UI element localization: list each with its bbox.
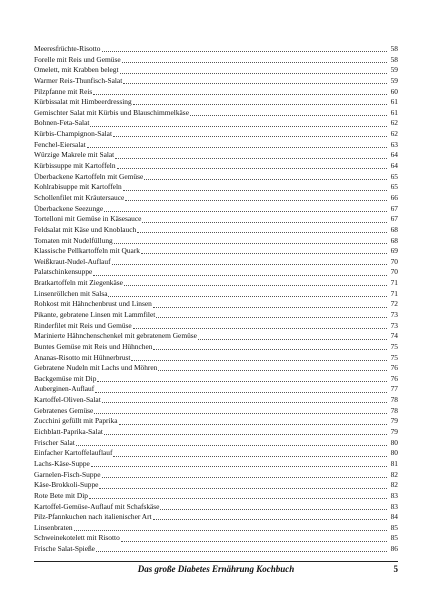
toc-entry-page: 82 xyxy=(390,480,398,490)
toc-entry xyxy=(34,65,398,76)
toc-entry-title: Gebratene Nudeln mit Lachs und Möhren xyxy=(34,363,158,373)
toc-entry xyxy=(34,331,398,342)
toc-entry-title: Linsenröllchen mit Salsa xyxy=(34,288,108,298)
toc-entry-page: 59 xyxy=(390,65,398,75)
toc-entry-page: 84 xyxy=(390,512,398,522)
dot-leader xyxy=(198,339,387,340)
dot-leader xyxy=(144,179,387,180)
toc-entry xyxy=(34,204,398,215)
toc-entry-page: 65 xyxy=(390,171,398,181)
dot-leader xyxy=(122,62,387,63)
toc-entry-page: 82 xyxy=(390,469,398,479)
toc-entry xyxy=(34,193,398,204)
dot-leader xyxy=(89,498,387,499)
toc-entry xyxy=(34,502,398,513)
dot-leader xyxy=(153,349,387,350)
toc-entry-title: Auberginen-Auflauf xyxy=(34,384,95,394)
toc-entry xyxy=(34,44,398,55)
dot-leader xyxy=(93,94,387,95)
toc-entry xyxy=(34,459,398,470)
toc-entry xyxy=(34,236,398,247)
toc-entry xyxy=(34,76,398,87)
toc-entry-page: 78 xyxy=(390,405,398,415)
toc-entry xyxy=(34,214,398,225)
toc-entry-title: Kürbissuppe mit Kartoffeln xyxy=(34,161,116,171)
dot-leader xyxy=(123,190,387,191)
toc-entry-title: Ananas-Risotto mit Hühnerbrust xyxy=(34,352,131,362)
toc-entry xyxy=(34,385,398,396)
dot-leader xyxy=(117,168,387,169)
toc-entry xyxy=(34,257,398,268)
toc-entry xyxy=(34,118,398,129)
toc-entry-title: Omelett, mit Krabben belegt xyxy=(34,65,119,75)
toc-entry-page: 83 xyxy=(390,490,398,500)
dot-leader xyxy=(133,104,387,105)
toc-entry-page: 68 xyxy=(390,235,398,245)
dot-leader xyxy=(76,445,387,446)
toc-entry-title: Pilzpfanne mit Reis xyxy=(34,86,93,96)
toc-entry-title: Eichblatt-Paprika-Salat xyxy=(34,427,103,437)
toc-entry-page: 61 xyxy=(390,107,398,117)
toc-entry-title: Kartoffel-Gemüse-Auflauf mit Schafskäse xyxy=(34,501,160,511)
dot-leader xyxy=(74,530,387,531)
toc-entry-page: 80 xyxy=(390,437,398,447)
dot-leader xyxy=(94,413,387,414)
toc-entry xyxy=(34,406,398,417)
toc-entry-page: 76 xyxy=(390,373,398,383)
dot-leader xyxy=(97,381,387,382)
dot-leader xyxy=(95,392,387,393)
toc-entry xyxy=(34,97,398,108)
toc-entry-title: Kartoffel-Oliven-Salat xyxy=(34,395,101,405)
toc-entry xyxy=(34,533,398,544)
toc-entry-title: Warmer Reis-Thunfisch-Salat xyxy=(34,75,123,85)
toc-entry-page: 64 xyxy=(390,150,398,160)
toc-entry-title: Feldsalat mit Käse und Knoblauch xyxy=(34,224,137,234)
toc-entry-page: 74 xyxy=(390,331,398,341)
toc-entry-title: Kürbis-Champignon-Salat xyxy=(34,129,113,139)
toc-entry-title: Zucchini gefüllt mit Paprika xyxy=(34,416,118,426)
toc-entry-page: 67 xyxy=(390,203,398,213)
toc-entry xyxy=(34,427,398,438)
toc-entry-page: 73 xyxy=(390,310,398,319)
toc-entry-page: 86 xyxy=(390,544,398,554)
dot-leader xyxy=(113,136,387,137)
toc-entry-title: Einfacher Kartoffelauflauf xyxy=(34,448,113,458)
toc-entry-title: Frische Salat-Spieße xyxy=(34,544,95,554)
toc-entry-page: 70 xyxy=(390,267,398,277)
dot-leader xyxy=(120,73,387,74)
dot-leader xyxy=(156,317,387,318)
dot-leader xyxy=(91,466,387,467)
toc-entry-page: 66 xyxy=(390,192,398,202)
toc-entry xyxy=(34,363,398,374)
toc-entry-page: 62 xyxy=(390,129,398,139)
toc-entry xyxy=(34,299,398,310)
toc-entry xyxy=(34,491,398,502)
toc-entry-page: 81 xyxy=(390,458,398,468)
toc-entry xyxy=(34,310,398,321)
toc-entry-title: Marinierte Hähnchenschenkel mit gebratenem Gemüse xyxy=(34,331,197,341)
dot-leader xyxy=(102,402,387,403)
table-of-contents xyxy=(34,44,398,555)
toc-entry-title: Rote Bete mit Dip xyxy=(34,490,88,500)
toc-entry xyxy=(34,267,398,278)
toc-entry-page: 79 xyxy=(390,427,398,437)
dot-leader xyxy=(125,200,387,201)
dot-leader xyxy=(96,551,387,552)
toc-entry-title: Frischer Salat xyxy=(34,437,75,447)
toc-entry-title: Lachs-Käse-Suppe xyxy=(34,458,90,468)
toc-entry xyxy=(34,544,398,555)
toc-entry xyxy=(34,289,398,300)
dot-leader xyxy=(93,275,387,276)
toc-entry-page: 77 xyxy=(390,384,398,394)
dot-leader xyxy=(90,126,387,127)
toc-entry-title: Pilz-Pfannkuchen nach italienischer Art xyxy=(34,512,152,522)
toc-entry xyxy=(34,87,398,98)
toc-entry xyxy=(34,108,398,119)
toc-entry-page: 62 xyxy=(390,118,398,128)
dot-leader xyxy=(119,424,387,425)
toc-entry xyxy=(34,416,398,427)
dot-leader xyxy=(158,370,387,371)
toc-entry-page: 67 xyxy=(390,214,398,224)
toc-entry-page: 75 xyxy=(390,352,398,362)
dot-leader xyxy=(137,232,387,233)
toc-entry-page: 75 xyxy=(390,341,398,351)
toc-entry-page: 65 xyxy=(390,182,398,192)
page-footer xyxy=(34,564,398,574)
dot-leader xyxy=(115,158,387,159)
toc-entry xyxy=(34,353,398,364)
toc-entry xyxy=(34,278,398,289)
toc-entry xyxy=(34,225,398,236)
toc-entry-page: 79 xyxy=(390,416,398,426)
footer-rule xyxy=(34,561,398,562)
toc-entry-title: Garnelen-Fisch-Suppe xyxy=(34,469,101,479)
dot-leader xyxy=(87,147,387,148)
toc-entry-title: Buntes Gemüse mit Reis und Hühnchen xyxy=(34,341,153,351)
toc-entry-page: 60 xyxy=(390,86,398,96)
toc-entry xyxy=(34,480,398,491)
dot-leader xyxy=(121,541,387,542)
toc-entry xyxy=(34,172,398,183)
toc-entry-page: 64 xyxy=(390,161,398,171)
toc-entry-page: 58 xyxy=(390,54,398,64)
toc-entry-page: 83 xyxy=(390,501,398,511)
toc-entry xyxy=(34,55,398,66)
toc-entry-title: Überbackene Seezunge xyxy=(34,203,104,213)
toc-entry-title: Meeresfrüchte-Risotto xyxy=(34,43,101,53)
toc-entry xyxy=(34,470,398,481)
toc-entry xyxy=(34,512,398,523)
toc-entry-page: 72 xyxy=(390,299,398,309)
toc-entry xyxy=(34,129,398,140)
dot-leader xyxy=(124,285,387,286)
toc-entry-page: 78 xyxy=(390,395,398,405)
toc-entry-title: Schweinekotelett mit Risotto xyxy=(34,533,120,543)
toc-entry-title: Rinderfilet mit Reis und Gemüse xyxy=(34,320,132,330)
toc-entry-title: Tortelloni mit Gemüse in Käsesauce xyxy=(34,214,142,224)
dot-leader xyxy=(102,477,388,478)
toc-entry xyxy=(34,395,398,406)
toc-entry-page: 71 xyxy=(390,288,398,298)
dot-leader xyxy=(108,296,387,297)
dot-leader xyxy=(190,115,387,116)
dot-leader xyxy=(141,253,387,254)
toc-entry-page: 68 xyxy=(390,224,398,234)
toc-entry-title: Bohnen-Feta-Salat xyxy=(34,118,90,128)
toc-entry xyxy=(34,523,398,534)
toc-entry xyxy=(34,150,398,161)
toc-entry-page: 61 xyxy=(390,97,398,107)
toc-entry-title: Backgemüse mit Dip xyxy=(34,373,97,383)
toc-entry-title: Überbackene Kartoffeln mit Gemüse xyxy=(34,171,144,181)
toc-entry xyxy=(34,161,398,172)
dot-leader xyxy=(153,307,387,308)
toc-entry xyxy=(34,182,398,193)
toc-entry-title: Rohkost mit Hähnchenbrust und Linsen xyxy=(34,299,152,309)
toc-entry-page: 85 xyxy=(390,533,398,543)
dot-leader xyxy=(112,264,387,265)
dot-leader xyxy=(102,51,388,52)
toc-entry-page: 73 xyxy=(390,320,398,330)
toc-entry xyxy=(34,246,398,257)
toc-entry xyxy=(34,374,398,385)
toc-entry-page: 69 xyxy=(390,246,398,256)
toc-entry-title: Pikante, gebratene Linsen mit Lammfilet xyxy=(34,310,156,319)
toc-entry-title: Klassische Pellkartoffeln mit Quark xyxy=(34,246,140,256)
toc-entry-title: Fenchel-Eiersalat xyxy=(34,139,86,149)
toc-entry-title: Bratkartoffeln mit Ziegenkäse xyxy=(34,278,123,288)
toc-entry-title: Kürbissalat mit Himbeerdressing xyxy=(34,97,132,107)
toc-entry-title: Palatschinkensuppe xyxy=(34,267,93,277)
toc-entry xyxy=(34,140,398,151)
toc-entry-title: Schollenfilet mit Kräutersauce xyxy=(34,192,125,202)
toc-entry-page: 71 xyxy=(390,278,398,288)
dot-leader xyxy=(142,222,387,223)
dot-leader xyxy=(133,328,387,329)
toc-entry-title: Weißkraut-Nudel-Auflauf xyxy=(34,256,111,266)
toc-entry-page: 76 xyxy=(390,363,398,373)
toc-entry-page: 59 xyxy=(390,75,398,85)
toc-entry-page: 70 xyxy=(390,256,398,266)
dot-leader xyxy=(104,434,387,435)
dot-leader xyxy=(160,509,387,510)
dot-leader xyxy=(153,519,387,520)
dot-leader xyxy=(113,456,387,457)
dot-leader xyxy=(131,360,387,361)
page-number: 5 xyxy=(393,564,398,574)
book-title: Das große Diabetes Ernährung Kochbuch xyxy=(137,564,295,574)
dot-leader xyxy=(114,243,387,244)
toc-entry-title: Kohlrabisuppe mit Kartoffeln xyxy=(34,182,122,192)
toc-entry-page: 80 xyxy=(390,448,398,458)
toc-entry-title: Käse-Brokkoli-Suppe xyxy=(34,480,99,490)
toc-entry xyxy=(34,321,398,332)
toc-entry-title: Forelle mit Reis und Gemüse xyxy=(34,54,121,64)
toc-entry xyxy=(34,438,398,449)
toc-entry-page: 58 xyxy=(390,43,398,53)
toc-entry-title: Linsenbraten xyxy=(34,522,73,532)
toc-entry xyxy=(34,342,398,353)
toc-entry-title: Gebratenes Gemüse xyxy=(34,405,94,415)
dot-leader xyxy=(104,211,387,212)
toc-entry xyxy=(34,448,398,459)
dot-leader xyxy=(123,83,387,84)
toc-entry-page: 63 xyxy=(390,139,398,149)
toc-entry-title: Würzige Makrele mit Salat xyxy=(34,150,115,160)
toc-entry-title: Tomaten mit Nudelfüllung xyxy=(34,235,113,245)
toc-entry-page: 85 xyxy=(390,522,398,532)
dot-leader xyxy=(99,488,387,489)
toc-entry-title: Gemischter Salat mit Kürbis und Blauschimmelkäse xyxy=(34,107,189,117)
